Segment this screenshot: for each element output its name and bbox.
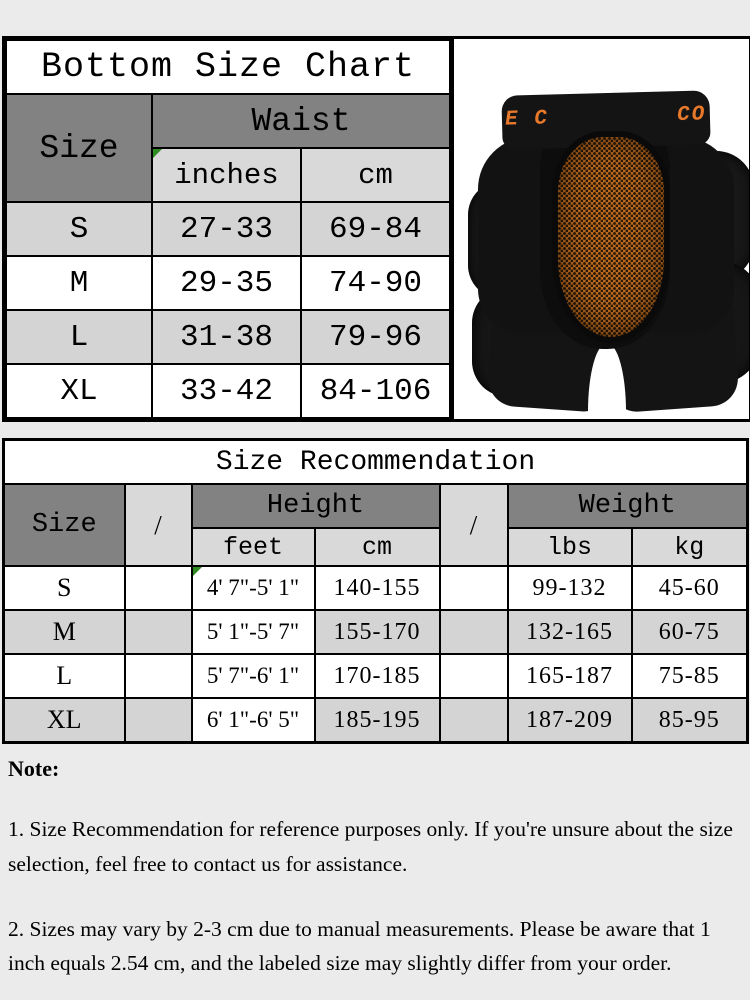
waist-cm-cell: 69-84 xyxy=(301,202,450,256)
size-cell: L xyxy=(6,310,152,364)
height-cm-cell: 140-155 xyxy=(315,566,440,610)
inches-unit-label: inches xyxy=(174,158,279,192)
spacer-cell xyxy=(125,566,192,610)
size-cell: XL xyxy=(4,698,125,743)
table-row-l xyxy=(4,654,748,698)
height-feet-cell: 5' 7"-6' 1" xyxy=(192,654,315,698)
waist-inches-cell: 27-33 xyxy=(152,202,301,256)
waist-inches-cell: 31-38 xyxy=(152,310,301,364)
feet-unit-header: feet xyxy=(192,528,315,566)
size-cell: M xyxy=(4,610,125,654)
table-row xyxy=(4,484,748,528)
green-corner-marker-icon xyxy=(193,567,202,576)
spacer-cell xyxy=(440,654,508,698)
spacer-cell xyxy=(125,610,192,654)
waist-inches-cell: 33-42 xyxy=(152,364,301,418)
table-row-m xyxy=(6,256,450,310)
brand-logo-text: E C xyxy=(503,107,551,132)
weight-kg-cell: 60-75 xyxy=(632,610,748,654)
table-row-xl xyxy=(6,364,450,418)
spacer-cell xyxy=(125,698,192,743)
weight-kg-cell: 85-95 xyxy=(632,698,748,743)
height-cm-cell: 155-170 xyxy=(315,610,440,654)
table-row-l xyxy=(6,310,450,364)
size-cell: XL xyxy=(6,364,152,418)
height-feet-cell: 5' 1"-5' 7" xyxy=(192,610,315,654)
cm-unit-header: cm xyxy=(301,148,450,202)
cm-unit-header: cm xyxy=(315,528,440,566)
weight-lbs-cell: 165-187 xyxy=(508,654,632,698)
note-label: Note: xyxy=(8,756,60,781)
inches-unit-header xyxy=(152,148,301,202)
height-feet-cell: 6' 1"-6' 5" xyxy=(192,698,315,743)
lbs-unit-header: lbs xyxy=(508,528,632,566)
waist-cm-cell: 79-96 xyxy=(301,310,450,364)
table-row-s xyxy=(6,202,450,256)
product-photo xyxy=(451,39,749,419)
weight-kg-cell: 75-85 xyxy=(632,654,748,698)
size-cell: L xyxy=(4,654,125,698)
size-recommendation-table xyxy=(2,438,749,744)
table-row-m xyxy=(4,610,748,654)
bottom-size-chart-block xyxy=(2,36,750,422)
table-row-xl xyxy=(4,698,748,743)
table-row xyxy=(6,94,450,148)
spacer-cell xyxy=(125,654,192,698)
weight-kg-cell: 45-60 xyxy=(632,566,748,610)
size-cell: M xyxy=(6,256,152,310)
height-feet-value: 4' 7"-5' 1" xyxy=(206,575,300,600)
size-column-header: Size xyxy=(6,94,152,202)
size-cell: S xyxy=(4,566,125,610)
note-section xyxy=(8,748,742,981)
recommendation-title: Size Recommendation xyxy=(4,440,748,485)
size-chart-title: Bottom Size Chart xyxy=(6,40,450,94)
height-feet-cell xyxy=(192,566,315,610)
table-row-s xyxy=(4,566,748,610)
note-item-1: 1. Size Recommendation for reference purposes only. If you're unsure about the size selection, feel free to contact us for assistance. xyxy=(8,817,733,876)
kg-unit-header: kg xyxy=(632,528,748,566)
height-column-header: Height xyxy=(192,484,440,528)
spacer-cell xyxy=(440,566,508,610)
spacer-cell xyxy=(440,610,508,654)
green-corner-marker-icon xyxy=(153,149,162,158)
brand-logo-text: CO xyxy=(674,103,708,128)
note-item-2: 2. Sizes may vary by 2-3 cm due to manual measurements. Please be aware that 1 inch equals 2.54 cm, and the labeled size may slightly differ from your order. xyxy=(8,916,711,976)
slash-spacer-cell: / xyxy=(440,484,508,566)
waist-inches-cell: 29-35 xyxy=(152,256,301,310)
waist-cm-cell: 84-106 xyxy=(301,364,450,418)
size-cell: S xyxy=(6,202,152,256)
weight-lbs-cell: 132-165 xyxy=(508,610,632,654)
table-row xyxy=(6,40,450,94)
spacer-cell xyxy=(440,698,508,743)
orange-mesh-panel xyxy=(552,131,670,343)
table-row xyxy=(4,440,748,485)
waist-cm-cell: 74-90 xyxy=(301,256,450,310)
waist-column-header: Waist xyxy=(152,94,450,148)
size-column-header: Size xyxy=(4,484,125,566)
slash-spacer-cell: / xyxy=(125,484,192,566)
height-cm-cell: 170-185 xyxy=(315,654,440,698)
weight-lbs-cell: 99-132 xyxy=(508,566,632,610)
height-cm-cell: 185-195 xyxy=(315,698,440,743)
bottom-size-chart-table xyxy=(5,39,451,419)
weight-column-header: Weight xyxy=(508,484,748,528)
weight-lbs-cell: 187-209 xyxy=(508,698,632,743)
